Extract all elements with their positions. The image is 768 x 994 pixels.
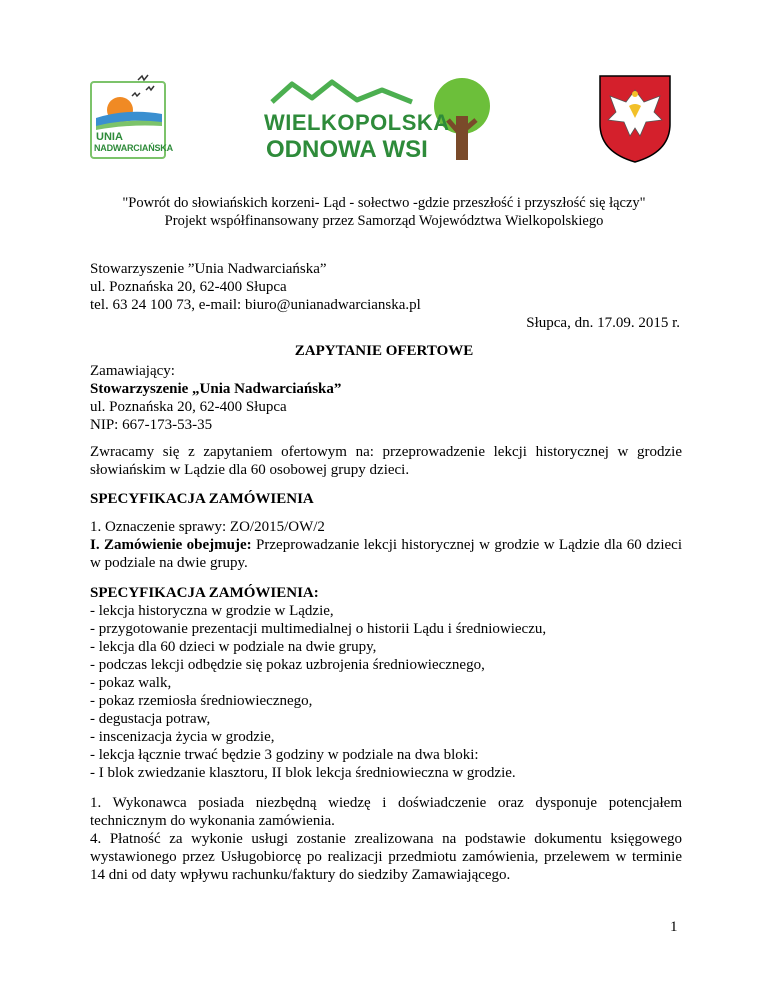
intro-paragraph: Zwracamy się z zapytaniem ofertowym na: przeprowadzenie lekcji historycznej w grodzie słowiańskim w Lądzie dla 60 osobowej grupy dzieci. (90, 444, 682, 478)
spec-list-item: - lekcja dla 60 dzieci w podziale na dwie grupy, (90, 639, 377, 655)
wielkopolska-odnowa-wsi-logo (262, 76, 512, 168)
spec-heading-2: SPECYFIKACJA ZAMÓWIENIA: (90, 585, 319, 601)
spec-heading: SPECYFIKACJA ZAMÓWIENIA (90, 491, 314, 507)
spec-list-item: - I blok zwiedzanie klasztoru, II blok lekcja średniowieczna w grodzie. (90, 765, 516, 781)
page-number: 1 (670, 919, 678, 935)
order-scope (90, 536, 682, 572)
odnowa-wsi-text: ODNOWA WSI (266, 136, 428, 163)
order-scope-text: Przeprowadzanie lekcji historycznej w grodzie w Lądzie dla 60 dzieci w podziale na dwie grupy. (90, 537, 682, 571)
spec-list-item: - pokaz walk, (90, 675, 172, 691)
case-number: 1. Oznaczenie sprawy: ZO/2015/OW/2 (90, 519, 325, 535)
unia-logo-line1: UNIA (96, 131, 123, 143)
document-title: ZAPYTANIE OFERTOWE (294, 343, 474, 359)
document-date: Słupca, dn. 17.09. 2015 r. (526, 315, 680, 331)
spec-list-item: - lekcja łącznie trwać będzie 3 godziny w podziale na dwa bloki: (90, 747, 479, 763)
order-scope-label: I. Zamówienie obejmuje: (90, 537, 252, 553)
sender-name: Stowarzyszenie ”Unia Nadwarciańska” (90, 261, 327, 277)
spec-list-item: - podczas lekcji odbędzie się pokaz uzbrojenia średniowiecznego, (90, 657, 485, 673)
spec-list (90, 602, 546, 782)
cofinance-note: Projekt współfinansowany przez Samorząd Województwa Wielkopolskiego (164, 213, 604, 229)
orderer-address: ul. Poznańska 20, 62-400 Słupca (90, 399, 287, 415)
spec-list-item: - lekcja historyczna w grodzie w Lądzie, (90, 603, 334, 619)
sender-address: ul. Poznańska 20, 62-400 Słupca (90, 279, 287, 295)
sender-contact: tel. 63 24 100 73, e-mail: biuro@unianadwarcianska.pl (90, 297, 421, 313)
spec-list-item: - przygotowanie prezentacji multimedialnej o historii Lądu i średniowieczu, (90, 621, 547, 637)
spec-list-item: - inscenizacja życia w grodzie, (90, 729, 275, 745)
coat-of-arms-icon (596, 72, 674, 164)
point-1: 1. Wykonawca posiada niezbędną wiedzę i doświadczenie oraz dysponuje potencjałem technicznym do wykonania zamówienia. (90, 795, 682, 829)
spec-list-item: - degustacja potraw, (90, 711, 211, 727)
project-motto: "Powrót do słowiańskich korzeni- Ląd - sołectwo -gdzie przeszłość i przyszłość się łączy" (122, 195, 646, 211)
wielkopolska-text: WIELKOPOLSKA (264, 110, 450, 135)
orderer-nip: NIP: 667-173-53-35 (90, 417, 213, 433)
unia-logo-line2: NADWARCIAŃSKA (94, 143, 173, 153)
spec-list-item: - pokaz rzemiosła średniowiecznego, (90, 693, 313, 709)
point-4: 4. Płatność za wykonie usługi zostanie zrealizowana na podstawie dokumentu księgowego wystawionego przez Usługobiorcę po realizacji przedmiotu zamówienia, przelewem w terminie 14 dni od daty wpływu rachunku/faktury do siedziby Zamawiającego. (90, 831, 682, 883)
orderer-label: Zamawiający: (90, 363, 175, 379)
unia-nadwarcianska-logo (88, 68, 173, 160)
orderer-name: Stowarzyszenie „Unia Nadwarciańska” (90, 381, 342, 397)
